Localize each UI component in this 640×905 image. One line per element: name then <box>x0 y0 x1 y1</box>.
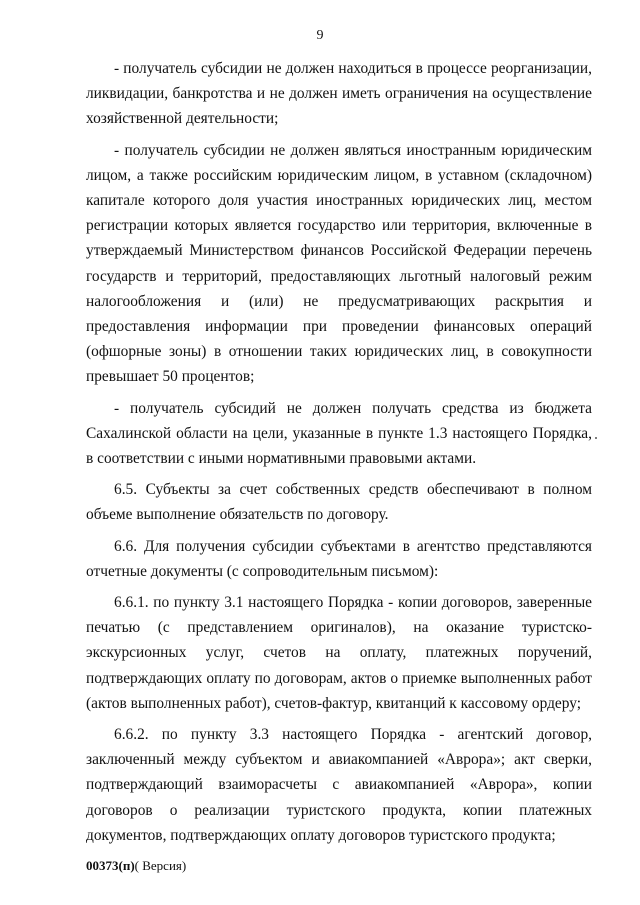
paragraph-6-6-1: 6.6.1. по пункту 3.1 настоящего Порядка - копии договоров, заверенные печатью (с представлением оригиналов), на оказание туристско-экскурсионных услуг, счетов на оплату, платежных поручений, подтверждающих оплату по договорам, актов о приемке выполненных работ (актов выполненных работ), счетов-фактур, квитанций к кассовому ордеру; <box>86 594 592 712</box>
page-number: 9 <box>316 28 324 43</box>
paragraph-6-6-2: 6.6.2. по пункту 3.3 настоящего Порядка - агентский договор, заключенный между субъектом и авиакомпанией «Аврора»; акт сверки, подтверждающий взаиморасчеты с авиакомпанией «Аврора», копии договоров о реализации туристского продукта, копии платежных документов, подтверждающих оплату договоров туристского продукта; <box>86 726 592 844</box>
document-code: 00373(п) <box>86 858 135 873</box>
paragraph-budget-funds-condition: - получатель субсидий не должен получать средства из бюджета Сахалинской области на цели, указанные в пункте 1.3 настоящего Порядка, в соответствии с иными нормативными правовыми актами. <box>86 399 592 468</box>
document-version: ( Версия) <box>134 858 187 873</box>
paragraph-6-6: 6.6. Для получения субсидии субъектами в агентство представляются отчетные документы (с сопроводительным письмом): <box>86 537 592 580</box>
document-body <box>86 56 592 848</box>
scan-speck <box>595 437 597 439</box>
paragraph-reorganization-condition: - получатель субсидии не должен находиться в процессе реорганизации, ликвидации, банкротства и не должен иметь ограничения на осуществление хозяйственной деятельности; <box>86 60 592 128</box>
document-footer <box>86 858 186 874</box>
paragraph-foreign-entity-condition: - получатель субсидии не должен являться иностранным юридическим лицом, а также российским юридическим лицом, в уставном (складочном) капитале которого доля участия иностранных юридических лиц, местом регистрации которых является государство или территория, включенные в утверждаемый Министерством финансов Российской Федерации перечень государств и территорий, предоставляющих льготный налоговый режим налогообложения и (или) не предусматривающих раскрытия и предоставления информации при проведении финансовых операций (офшорные зоны) в отношении таких юридических лиц, в совокупности превышает 50 процентов; <box>86 141 592 386</box>
paragraph-6-5: 6.5. Субъекты за счет собственных средств обеспечивают в полном объеме выполнение обязательств по договору. <box>86 481 592 524</box>
